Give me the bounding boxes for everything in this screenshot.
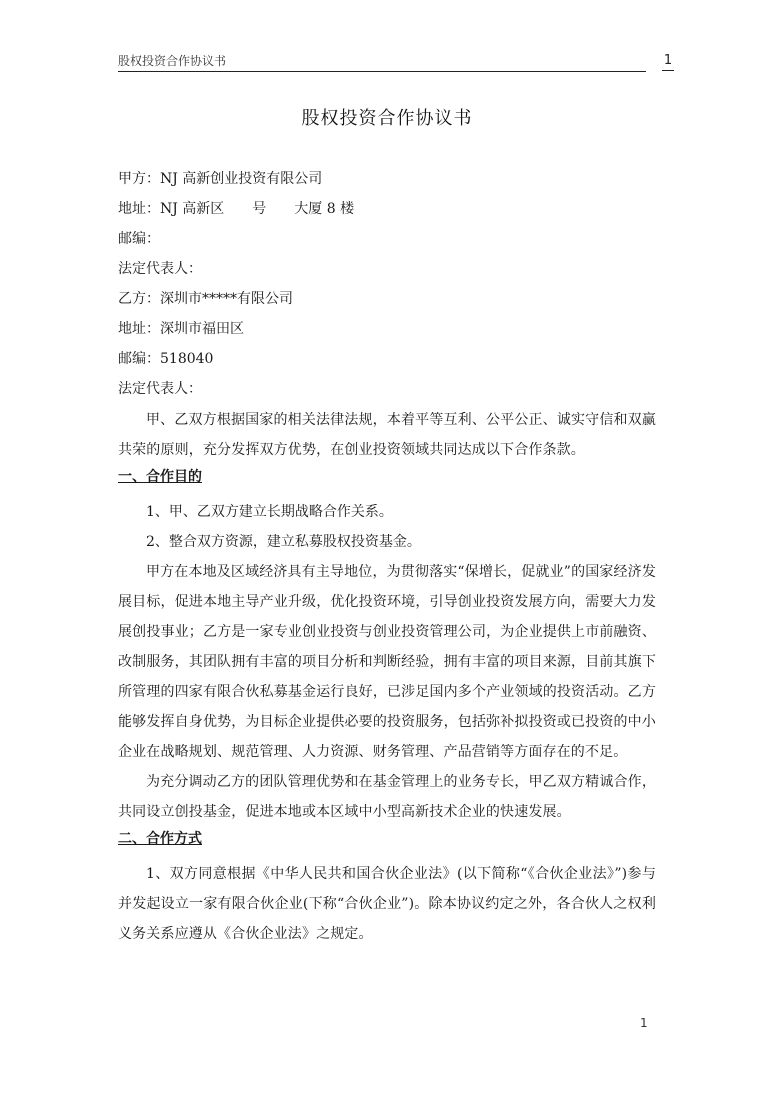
section-1-item-1: 1、甲、乙双方建立长期战略合作关系。 bbox=[146, 504, 393, 520]
party-b-name: 乙方：深圳市*****有限公司 bbox=[118, 291, 293, 307]
document-title: 股权投资合作协议书 bbox=[301, 108, 473, 129]
party-b-postcode: 邮编：518040 bbox=[118, 351, 214, 367]
party-b-legal-rep: 法定代表人： bbox=[118, 381, 202, 397]
section-1-paragraph-1: 甲方在本地及区域经济具有主导地位，为贯彻落实“保增长，促就业”的国家经济发展目标，促进本地主导产业升级，优化投资环境，引导创业投资发展方向，需要大力发展创投事业；乙方是一家专业创业投资与创业投资管理公司，为企业提供上市前融资、改制服务，其团队拥有丰富的项目分析和判断经验，拥有丰富的项目来源，目前其旗下所管理的四家有限合伙私募基金运行良好，已涉足国内多个产业领域的投资活动。乙方能够发挥自身优势，为目标企业提供必要的投资服务，包括弥补拟投资或已投资的中小企业在战略规划、规范管理、人力资源、财务管理、产品营销等方面存在的不足。 bbox=[118, 564, 656, 760]
footer-page-number: 1 bbox=[640, 1016, 648, 1030]
party-b-address: 地址：深圳市福田区 bbox=[118, 321, 244, 337]
section-1-paragraph-2: 为充分调动乙方的团队管理优势和在基金管理上的业务专长，甲乙双方精诚合作，共同设立创投基金，促进本地或本区域中小型高新技术企业的快速发展。 bbox=[118, 774, 656, 820]
header-rule bbox=[118, 71, 646, 72]
header-page-number: 1 bbox=[662, 52, 674, 71]
document-body bbox=[118, 169, 656, 949]
running-header-title: 股权投资合作协议书 bbox=[118, 54, 227, 68]
party-a-legal-rep: 法定代表人： bbox=[118, 261, 202, 277]
running-header bbox=[118, 52, 673, 72]
section-2-paragraph-1: 1、双方同意根据《中华人民共和国合伙企业法》(以下简称“《合伙企业法》”)参与并发起设立一家有限合伙企业(下称“合伙企业”)。除本协议约定之外，各合伙人之权利义务关系应遵从《合伙企业法》之规定。 bbox=[118, 866, 656, 942]
intro-paragraph: 甲、乙双方根据国家的相关法律法规，本着平等互利、公平公正、诚实守信和双赢共荣的原则，充分发挥双方优势，在创业投资领域共同达成以下合作条款。 bbox=[118, 412, 656, 458]
section-2-heading: 二、合作方式 bbox=[118, 831, 202, 847]
party-a-postcode: 邮编： bbox=[118, 231, 160, 247]
party-a-name: 甲方：NJ 高新创业投资有限公司 bbox=[118, 171, 323, 187]
section-1-heading: 一、合作目的 bbox=[118, 469, 202, 485]
section-1-item-2: 2、整合双方资源，建立私募股权投资基金。 bbox=[146, 534, 421, 550]
party-a-address: 地址：NJ 高新区 号 大厦 8 楼 bbox=[118, 201, 355, 217]
